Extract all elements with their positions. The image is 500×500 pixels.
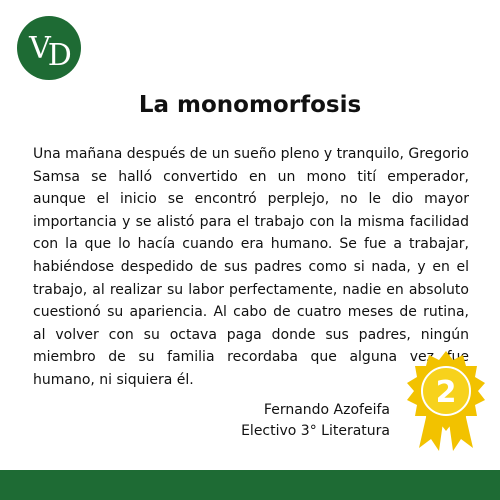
author-block	[230, 400, 390, 442]
story-text: Una mañana después de un sueño pleno y tranquilo, Gregorio Samsa se halló convertido en un mono tití emperador, aunque el inicio se encontró perplejo, no le dio mayor importancia y se alistó para el trabajo con la misma facilidad con la que lo hacía cuando era humano. Se fue a trabajar, habiéndose despedido de sus padres como si nada, y en el trabajo, al realizar su labor perfectamente, nadie en absoluto cuestionó su apariencia. Al cabo de cuatro meses de rutina, al volver con su octava paga donde sus padres, ningún miembro de su familia recordaba que alguna vez fue humano, ni siquiera él.	[33, 146, 469, 388]
page-title: La monomorfosis	[138, 92, 362, 118]
award-ribbon-icon	[403, 348, 489, 452]
award-place-number: 2	[435, 375, 457, 410]
footer-bar	[0, 470, 500, 500]
vd-logo	[17, 16, 81, 80]
logo-letter-d: D	[47, 37, 69, 73]
author-name: Fernando Azofeifa	[263, 402, 390, 418]
author-course: Electivo 3° Literatura	[241, 423, 390, 439]
logo-letter-v: V	[29, 30, 48, 66]
vd-logo-letters	[17, 16, 81, 80]
